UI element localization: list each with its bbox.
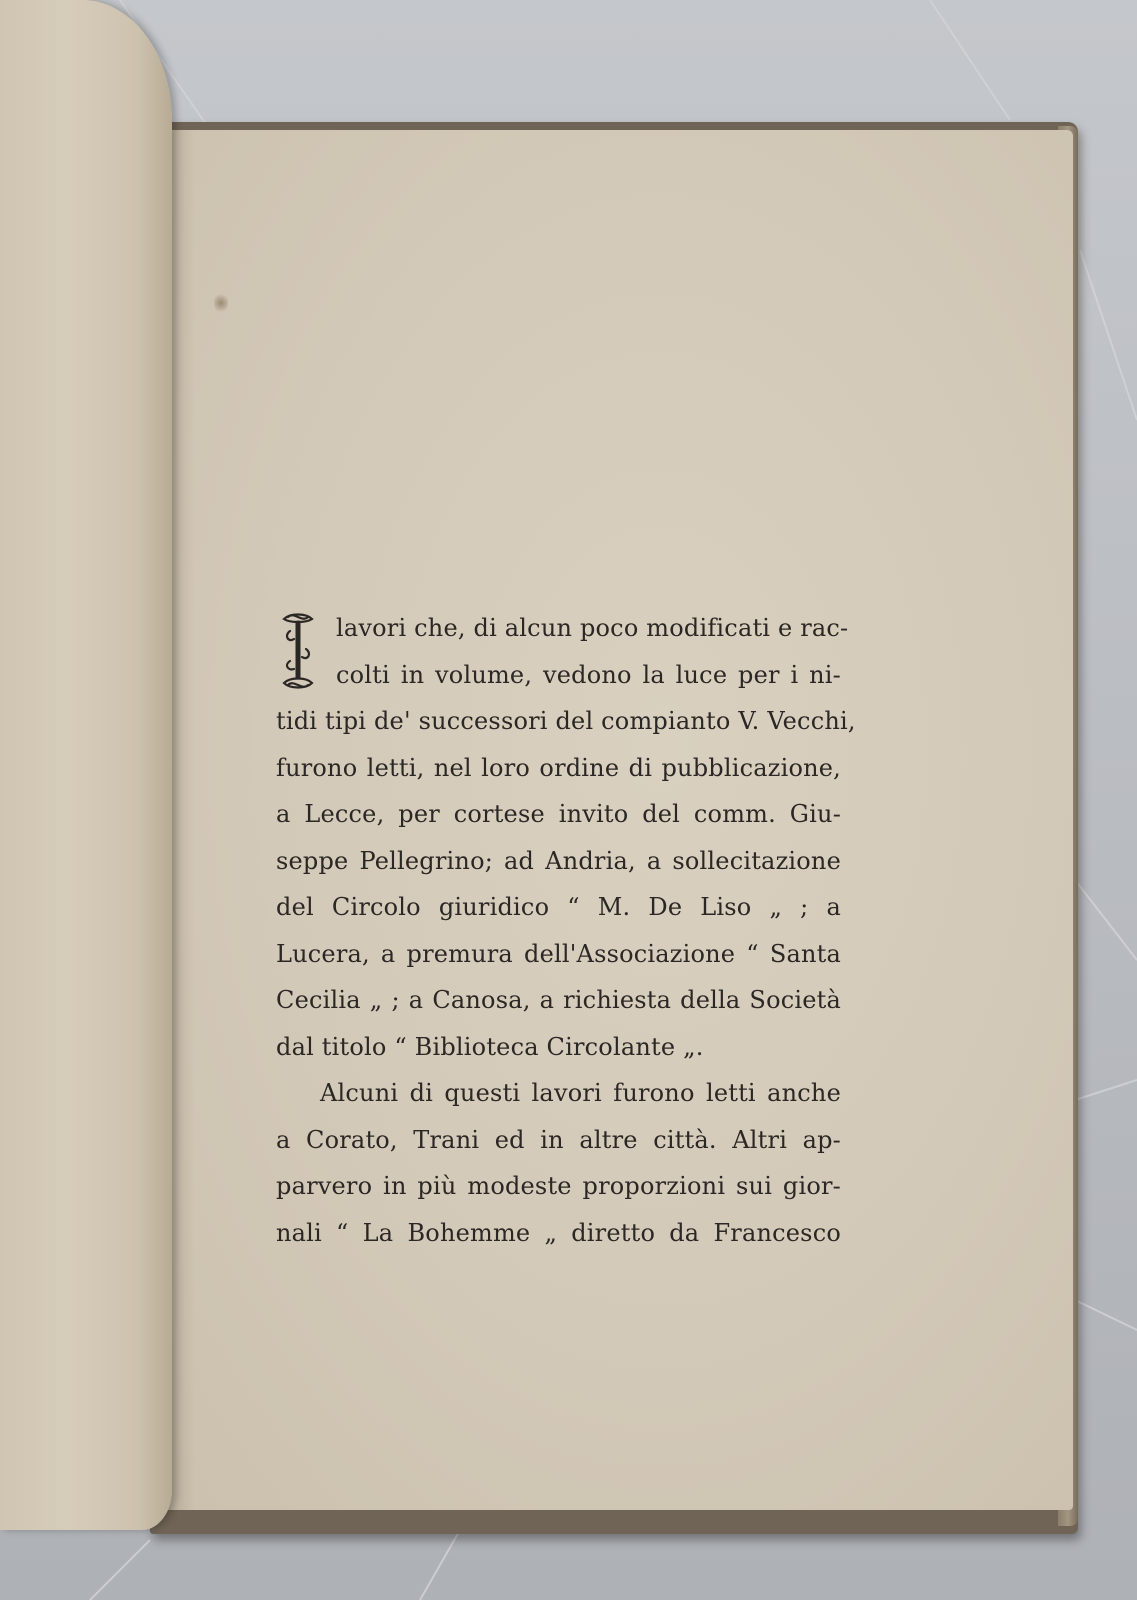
left-page-curl [0, 0, 172, 1530]
page-text [276, 605, 856, 1256]
text-line-3: tidi tipi de' successori del compianto V. Vecchi, [276, 707, 856, 735]
text-line-13: parvero in più modeste proporzioni sui gior- [276, 1172, 841, 1200]
text-line-5: a Lecce, per cortese invito del comm. Giu- [276, 800, 841, 828]
text-line-11: Alcuni di questi lavori furono letti anche [320, 1079, 841, 1107]
foxing-spot [214, 292, 228, 314]
text-line-12: a Corato, Trani ed in altre città. Altri ap- [276, 1125, 841, 1154]
text-line-6: seppe Pellegrino; ad Andria, a sollecitazione [276, 846, 841, 875]
text-line-10: dal titolo “ Biblioteca Circolante „. [276, 1032, 704, 1061]
text-line-8: Lucera, a premura dell'Associazione “ Santa [276, 939, 841, 968]
text-line-9: Cecilia „ ; a Canosa, a richiesta della Società [276, 986, 841, 1014]
text-line-7: del Circolo giuridico “ M. De Liso „ ; a [276, 893, 841, 921]
text-line-1: lavori che, di alcun poco modificati e rac- [336, 614, 849, 642]
text-line-2: colti in volume, vedono la luce per i ni- [336, 660, 841, 689]
text-line-4: furono letti, nel loro ordine di pubblicazione, [276, 753, 841, 782]
text-line-14: nali “ La Bohemme „ diretto da Francesco [276, 1218, 841, 1247]
ornamental-dropcap-i [276, 609, 320, 691]
